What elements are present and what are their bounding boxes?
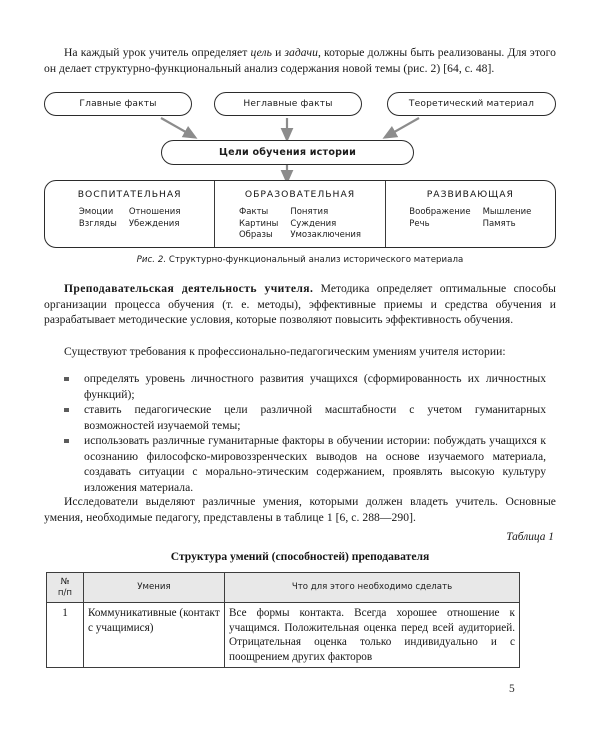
figure-category-item: Факты xyxy=(238,207,269,217)
intro-tail: , которые должны быть реализованы. Для этого он делает структурно-функциональный анализ содержания новой темы (рис. 2) [64, с. 48]. xyxy=(44,46,557,75)
figure-caption-text: Структурно-функциональный анализ исторического материала xyxy=(166,255,464,265)
figure-node-history-teaching-goals xyxy=(161,140,414,165)
figure-category-items xyxy=(239,207,361,242)
table-header-skill: Умения xyxy=(84,573,225,603)
list-item xyxy=(62,433,546,495)
intro-em-tasks: задачи xyxy=(284,46,318,59)
table-number-label: Таблица 1 xyxy=(506,531,554,543)
requirements-list xyxy=(62,371,546,495)
figure-category-heading: РАЗВИВАЮЩАЯ xyxy=(426,189,514,200)
list-item-text: использовать различные гуманитарные факторы в обучении истории: побуждать учащихся к осознанию философско-мировоззренческих выводов на основе изучаемого материала, создавать ситуации с морально-этическим содержанием, проявлять высокую культуру изложения материала. xyxy=(84,434,546,494)
figure-category-item: Картины xyxy=(238,218,279,229)
page-number: 5 xyxy=(509,683,515,695)
teaching-activity-text: Методика определяет оптимальные способы организации процесса обучения (т. е. методы), эффективные приемы и средства обучения и разрабатывает методические условия, которые позволяют повысить эффективность обучения. xyxy=(44,282,557,326)
list-item-text: ставить педагогические цели различной масштабности с учетом гуманитарных возможностей изучаемой темы; xyxy=(84,403,546,432)
figure-category-item: Речь xyxy=(409,218,430,229)
list-item xyxy=(62,371,546,402)
table-header-number-line1: № xyxy=(60,577,70,587)
intro-paragraph xyxy=(44,45,556,76)
figure-node-label: Неглавные факты xyxy=(243,99,333,109)
figure-category-item: Мышление xyxy=(482,207,532,217)
figure-category-item: Отношения xyxy=(128,207,181,217)
figure-category-heading: ВОСПИТАТЕЛЬНАЯ xyxy=(77,189,182,200)
figure-caption-label: Рис. 2. xyxy=(136,255,167,265)
figure-category-developmental xyxy=(385,181,555,247)
figure-category-upbringing xyxy=(45,181,214,247)
figure-category-item: Память xyxy=(482,218,516,229)
figure-category-item: Умозаключения xyxy=(290,230,362,241)
table-title: Структура умений (способностей) преподавателя xyxy=(170,550,430,563)
figure-category-educational xyxy=(214,181,384,247)
bullet-square-icon xyxy=(64,408,69,413)
figure-category-item: Эмоции xyxy=(78,207,114,217)
table-cell-what-to-do: Все формы контакта. Всегда хорошее отношение к учащимся. Положительная оценка перед всей аудиторией. Отрицательная оценка только индивидуально и с поощрением других факторов xyxy=(225,603,520,668)
figure-category-item: Убеждения xyxy=(128,218,180,229)
table-header-number-line2: п/п xyxy=(57,587,73,598)
figure-node-secondary-facts xyxy=(214,92,362,116)
teaching-activity-lead: Преподавательская деятельность учителя. xyxy=(64,282,314,295)
figure-category-item: Взгляды xyxy=(78,218,117,229)
table-cell-number: 1 xyxy=(47,603,84,668)
bullet-square-icon xyxy=(64,439,69,444)
figure-node-theoretical-material xyxy=(387,92,556,116)
intro-mid: и xyxy=(271,46,285,59)
table-header-what-to-do: Что для этого необходимо сделать xyxy=(225,573,520,603)
figure-category-heading: ОБРАЗОВАТЕЛЬНАЯ xyxy=(244,189,356,200)
figure-goal-categories-box xyxy=(44,180,556,248)
intro-lead: На каждый урок учитель определяет xyxy=(64,46,251,59)
figure-caption xyxy=(44,255,556,265)
figure-category-item: Понятия xyxy=(290,207,329,217)
figure-node-label: Цели обучения истории xyxy=(218,147,357,158)
table-header-row xyxy=(47,573,520,603)
skills-structure-table xyxy=(46,572,520,668)
list-item-text: определять уровень личностного развития учащихся (сформированность их личностных функций); xyxy=(84,372,546,401)
researchers-paragraph: Исследователи выделяют различные умения, которыми должен владеть учитель. Основные умения, необходимые педагогу, представлены в таблице 1 [6, с. 288—290]. xyxy=(44,495,556,524)
requirements-intro-paragraph: Существуют требования к профессионально-педагогическим умениям учителя истории: xyxy=(64,345,506,358)
figure-node-label: Теоретический материал xyxy=(408,99,535,109)
figure-category-item: Воображение xyxy=(409,207,471,217)
bullet-square-icon xyxy=(64,377,69,382)
intro-em-goal: цель xyxy=(250,46,272,59)
table-row xyxy=(47,603,520,668)
figure-category-item: Суждения xyxy=(290,218,337,229)
list-item xyxy=(62,402,546,433)
figure-node-main-facts xyxy=(44,92,192,116)
figure-structural-analysis xyxy=(44,92,556,265)
figure-category-items xyxy=(409,207,531,230)
teaching-activity-paragraph xyxy=(44,281,556,328)
table-cell-skill: Коммуникативные (контакт с учащимися) xyxy=(84,603,225,668)
figure-category-items xyxy=(79,207,181,230)
figure-category-item: Образы xyxy=(238,230,273,241)
figure-node-label: Главные факты xyxy=(79,99,157,109)
table-header-number xyxy=(47,573,84,603)
